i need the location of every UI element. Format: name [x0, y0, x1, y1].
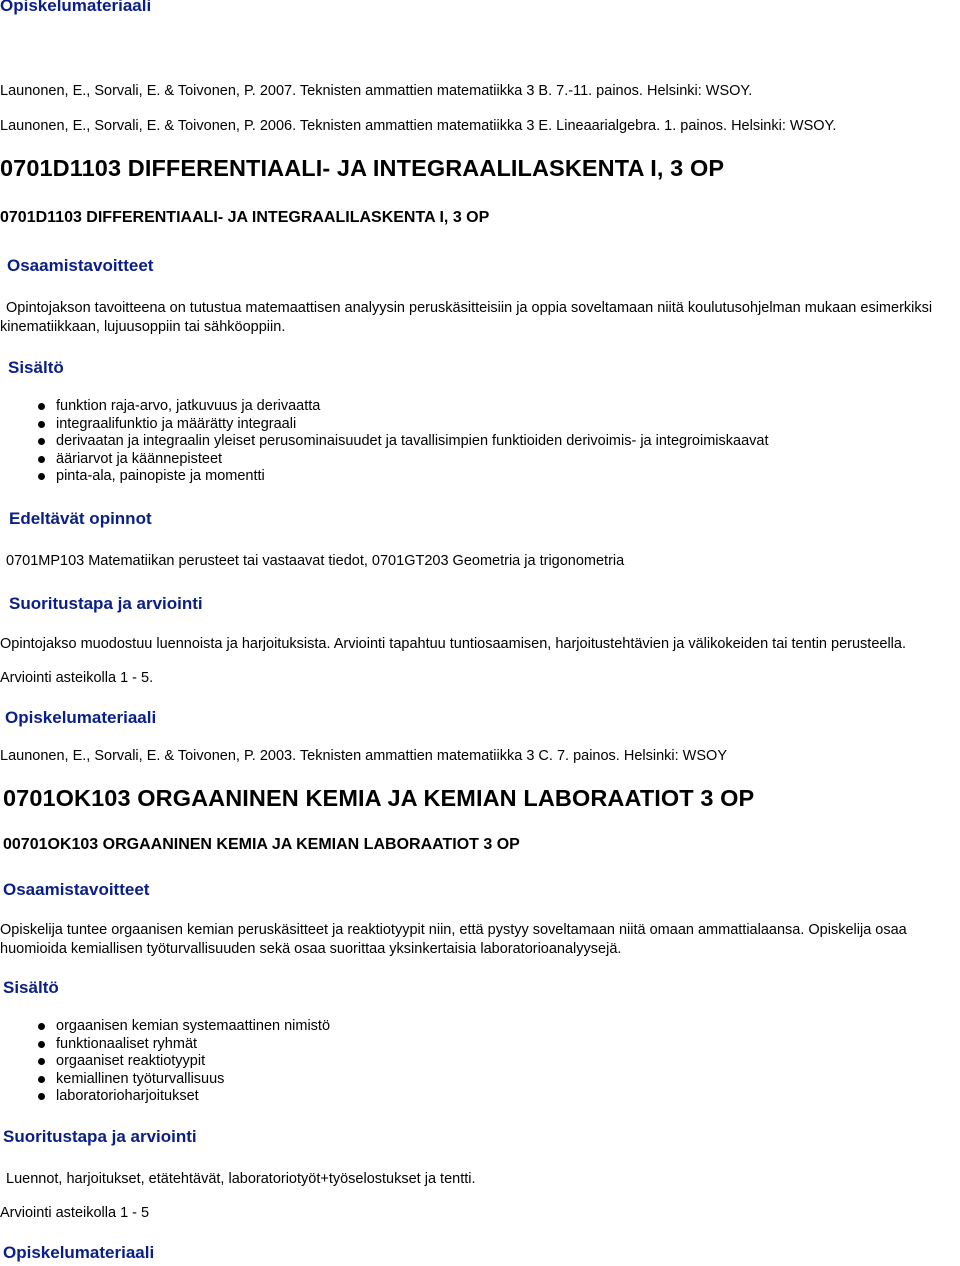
section-heading-content: Sisältö: [8, 358, 64, 377]
bullet-icon: [38, 1093, 45, 1100]
list-item: kemiallinen työturvallisuus: [0, 1071, 330, 1089]
bullet-icon: [38, 1023, 45, 1030]
bullet-icon: [38, 456, 45, 463]
content-list: [0, 398, 768, 486]
course-title: 0701D1103 DIFFERENTIAALI- JA INTEGRAALILASKENTA I, 3 OP: [0, 155, 725, 181]
section-heading-method: Suoritustapa ja arviointi: [9, 594, 203, 613]
grading-text: Arviointi asteikolla 1 - 5.: [0, 670, 154, 686]
list-item: orgaaniset reaktiotyypit: [0, 1053, 330, 1071]
section-heading-study-material: Opiskelumateriaali: [0, 0, 152, 15]
list-item: ääriarvot ja käännepisteet: [0, 451, 768, 469]
section-heading-prerequisites: Edeltävät opinnot: [9, 509, 152, 528]
section-heading-content: Sisältö: [3, 978, 59, 997]
bullet-icon: [38, 421, 45, 428]
bullet-icon: [38, 438, 45, 445]
course-title: 0701OK103 ORGAANINEN KEMIA JA KEMIAN LABORAATIOT 3 OP: [3, 785, 755, 811]
prerequisites-text: 0701MP103 Matematiikan perusteet tai vastaavat tiedot, 0701GT203 Geometria ja trigonometria: [6, 553, 625, 569]
course-subtitle: 00701OK103 ORGAANINEN KEMIA JA KEMIAN LABORAATIOT 3 OP: [3, 836, 520, 853]
bullet-icon: [38, 473, 45, 480]
reference-2: Launonen, E., Sorvali, E. & Toivonen, P. 2006. Teknisten ammattien matematiikka 3 E. Lineaarialgebra. 1. painos. Helsinki: WSOY.: [0, 118, 837, 134]
bullet-icon: [38, 1041, 45, 1048]
section-heading-goals: Osaamistavoitteet: [7, 256, 154, 275]
goals-text: Opiskelija tuntee orgaanisen kemian peruskäsitteet ja reaktiotyypit niin, että pystyy soveltamaan niitä omaan ammattialaansa. Opiskelija osaa huomioida kemiallisen työturvallisuuden sekä osaa suorittaa yksinkertaisia laboratorioanalyysejä.: [0, 922, 907, 957]
bullet-icon: [38, 1058, 45, 1065]
list-item: orgaanisen kemian systemaattinen nimistö: [0, 1018, 330, 1036]
list-item: funktionaaliset ryhmät: [0, 1036, 330, 1054]
list-item: pinta-ala, painopiste ja momentti: [0, 468, 768, 486]
section-heading-method: Suoritustapa ja arviointi: [3, 1127, 197, 1146]
course-subtitle: 0701D1103 DIFFERENTIAALI- JA INTEGRAALILASKENTA I, 3 OP: [0, 209, 490, 226]
list-item: funktion raja-arvo, jatkuvuus ja derivaatta: [0, 398, 768, 416]
material-text: Launonen, E., Sorvali, E. & Toivonen, P. 2003. Teknisten ammattien matematiikka 3 C. 7. painos. Helsinki: WSOY: [0, 748, 727, 764]
content-list: [0, 1018, 330, 1106]
section-heading-study-material: Opiskelumateriaali: [5, 708, 157, 727]
method-text: Opintojakso muodostuu luennoista ja harjoituksista. Arviointi tapahtuu tuntiosaamisen, harjoitustehtävien ja välikokeiden tai tentin perusteella.: [0, 636, 906, 652]
list-item: integraalifunktio ja määrätty integraali: [0, 416, 768, 434]
method-text: Luennot, harjoitukset, etätehtävät, laboratoriotyöt+työselostukset ja tentti.: [6, 1171, 476, 1187]
reference-1: Launonen, E., Sorvali, E. & Toivonen, P. 2007. Teknisten ammattien matematiikka 3 B. 7.-11. painos. Helsinki: WSOY.: [0, 83, 753, 99]
grading-text: Arviointi asteikolla 1 - 5: [0, 1205, 150, 1221]
section-heading-goals: Osaamistavoitteet: [3, 880, 150, 899]
section-heading-study-material: Opiskelumateriaali: [3, 1243, 155, 1262]
bullet-icon: [38, 403, 45, 410]
goals-text: Opintojakson tavoitteena on tutustua matemaattisen analyysin peruskäsitteisiin ja oppia soveltamaan niitä koulutusohjelman mukaan esimerkiksi kinematiikkaan, lujuusoppiin tai sähköoppiin.: [0, 300, 933, 335]
list-item: laboratorioharjoitukset: [0, 1088, 330, 1106]
list-item: derivaatan ja integraalin yleiset perusominaisuudet ja tavallisimpien funktioiden derivoimis- ja integroimiskaavat: [0, 433, 768, 451]
bullet-icon: [38, 1076, 45, 1083]
